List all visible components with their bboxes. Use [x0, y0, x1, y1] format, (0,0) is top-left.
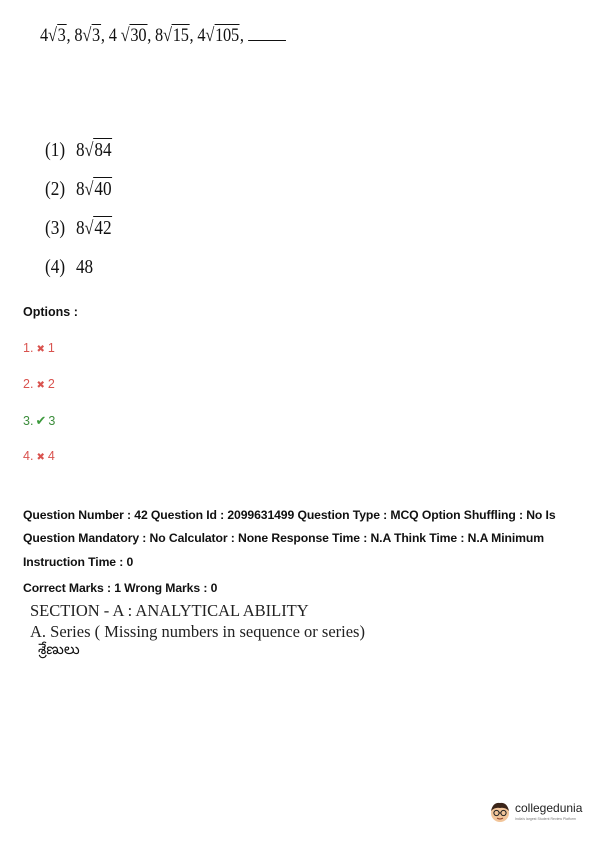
- cross-icon: ✖: [36, 452, 45, 463]
- option-2: 2. ✖ 2: [23, 377, 55, 391]
- logo-tagline: India's largest Student Review Platform: [515, 817, 576, 821]
- options-heading: Options :: [23, 305, 78, 319]
- section-title: SECTION - A : ANALYTICAL ABILITY: [30, 601, 309, 620]
- term-2: 8√3: [74, 25, 101, 46]
- option-1: 1. ✖ 1: [23, 341, 55, 355]
- mascot-face-icon: [488, 800, 512, 824]
- option-4: 4. ✖ 4: [23, 449, 55, 463]
- term-5: 4√105: [197, 25, 240, 46]
- question-sequence: 4√3, 8√3, 4 √30, 8√15, 4√105,: [40, 24, 286, 47]
- marks-info: Correct Marks : 1 Wrong Marks : 0: [23, 581, 218, 595]
- collegedunia-logo: [488, 798, 588, 830]
- section-subtitle: A. Series ( Missing numbers in sequence or series): [30, 622, 365, 641]
- cross-icon: ✖: [36, 344, 45, 355]
- question-meta-line1: Question Number : 42 Question Id : 2099631499 Question Type : MCQ Option Shuffling : No Is: [23, 508, 556, 522]
- logo-brand-text: collegedunia: [515, 801, 583, 815]
- choice-2: (2) 8√40: [45, 178, 112, 200]
- question-meta-line2: Question Mandatory : No Calculator : None Response Time : N.A Think Time : N.A Minimum: [23, 531, 544, 545]
- choice-1: (1) 8√84: [45, 139, 112, 161]
- section-telugu-label: శ్రేణులు: [38, 641, 80, 658]
- option-3: 3. ✔ 3: [23, 413, 56, 428]
- question-meta-line3: Instruction Time : 0: [23, 555, 134, 569]
- choice-4: (4) 48: [45, 256, 94, 278]
- check-icon: ✔: [35, 413, 47, 428]
- choice-3: (3) 8√42: [45, 217, 112, 239]
- answer-blank: [248, 24, 286, 41]
- term-4: 8√15: [155, 25, 189, 46]
- term-1: 4√3: [40, 25, 66, 46]
- term-3: 4 √30: [108, 25, 147, 46]
- cross-icon: ✖: [36, 380, 45, 391]
